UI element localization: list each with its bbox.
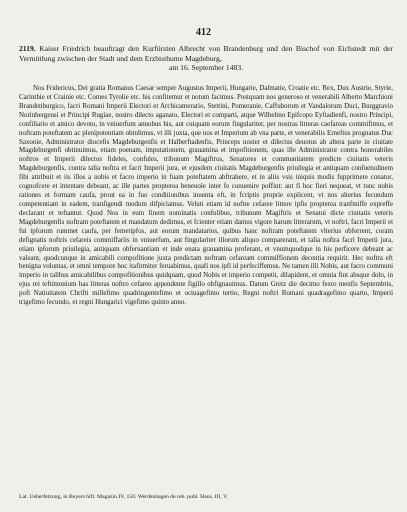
document-number: 2119. <box>19 44 36 53</box>
document-heading <box>19 44 393 73</box>
document-body: Nos Fridericus, Dei gratia Romanus Caesar semper Augustus Imperii, Hungarie, Dalmatie, Croatie etc. Rex, Dux Austrie, Styrie, Carinthie et Crainie etc. Comes Tyrolie etc. his confitemur et notum facimus. Postquam nos generoso et venerabili Alberto Marchioni Brandenburgico, facri Romani Imperii Electori et Archicamerario, Stettini, Pomeranie, Caffuborum et Vandalorum Duci, Burggravio Norinbergensi et Principi Rugiae, nostro dilecto aganato, Electori et comparti, atque Wilhelmo Epifcopo Eyftadienfi, nostro Principi, confiliario et amico devoto, in vniuerfum annobus his, aut cuiquam eorum fingulariter, per nostras litteras caefareas commifimus, et noftram poteftatem ac plenipotentiam obtulimus, vt illi juxta, que nos et Imperium ab vna parte, et venerabilis Erneftus prognatus Duc Saxonie, Administrator diocefis Magdeburgenfis et Halberftadenfis, Princeps noster et dilectus deuotus ab altera parte in ciuitate Magdeburgenfi obtinuimus, etiam poenam, imputationem, grauamina et impofitionem, quas ille Administrator contra honorabiles noftros et Imperii dilectos fideles, confules, tribunum Magiftros, Senatores et communitatem predicte ciuitatis veteris Magdeburgenfis, contra talia noftra et facri Imperii jura, et ejusdem ciuitatis Magdeburgenfis priuilegia et antiquam confuetudinem fibi attribuit et iis illos a nobis et facro imperio in fuam poteftatem abftrahere, et in aliis vsis iniquis modis fupprimere conatur, cognofcere et intentare debeant, ac ille partes propterea beneuole inter fe conuenire poffint: aut fi hoc fieri nequeat, vt tunc nobis rationes et formam caufa, prout ea in fuo conditionibus inuenta eft, in fcriptis proprie explicent, vt nos alterius fecundum competentiam in eadem, tranfigendi modum difpiciamus. Veluti etiam id noftre cefaree littere ipfis propterea tranfmiffe expreffe declarant et teftantur. Quod Nos in eum finem nominatis confulibus, tribunum Magiftris et Senatui dicte ciuitatis veteris Magdeburgenfis noftram poteftatem et mandatum dedimus, et fcienter etiam damus vigore harum litterarum, vt noftri, facri Imperii et fui ipforum rummet caufa, per femetipfos, aut eorum mandatarios, quibus hanc noftram poteftatem vlterius obferrent, coram defignatis noftris cefareis commiffariis in vniuerfum, aut fingulariter illorum aliquo comparerant, et talia noftra facri Imperii jura, etiam ipforum priuilegia, antiquam obferuantiam et inde enata grauamina proferant, et vnumquodque in his perficere debeant ac valeant, quodcunque in amicabili compofitione juxta predictam noftram cefaream commiffionem decentia requirit. Hec noftra eft benigna voluntas, et omni tempore hoc itafirmiter feruabimus, quafi nos ipfi id perfeciffemus. Ne tamen illi Nobis, aut facro communi imperio in talibus amicabilibus compofitionibus quidquam, quod Nobis et imperio competit, dilapident, et omnia fint absque dolo, in ejus rei teftimonium has litteras noftro cefareo appendente figillo obfignauimus. Datum Gretz die decimo fexto menfis Septembris, poft Natiuitatem Chrifti millefimo quadringentefimo et octuagefimo tertio, Regni noftri Romani quadragefimo quarto, Imperii trigefimo fecundo, et regni Hungarici vigefimo quinto anno. <box>19 84 393 307</box>
heading-text: Kaiser Friedrich beauftragt den Kurfürsten Albrecht von Brandenburg und den Bischof von Eichstedt mit der Vermittlung zwischen der Stadt und dem Erzbisthume Magdeburg, <box>19 44 393 63</box>
footnote: Lat. Ueberfetzung, in Beyers hift. Magazin IV, 150. Werdenhagen de reb. publ. Hans. III, V. <box>19 494 228 500</box>
page-number: 412 <box>196 27 211 38</box>
heading-date: am 16. September 1483. <box>168 63 244 73</box>
